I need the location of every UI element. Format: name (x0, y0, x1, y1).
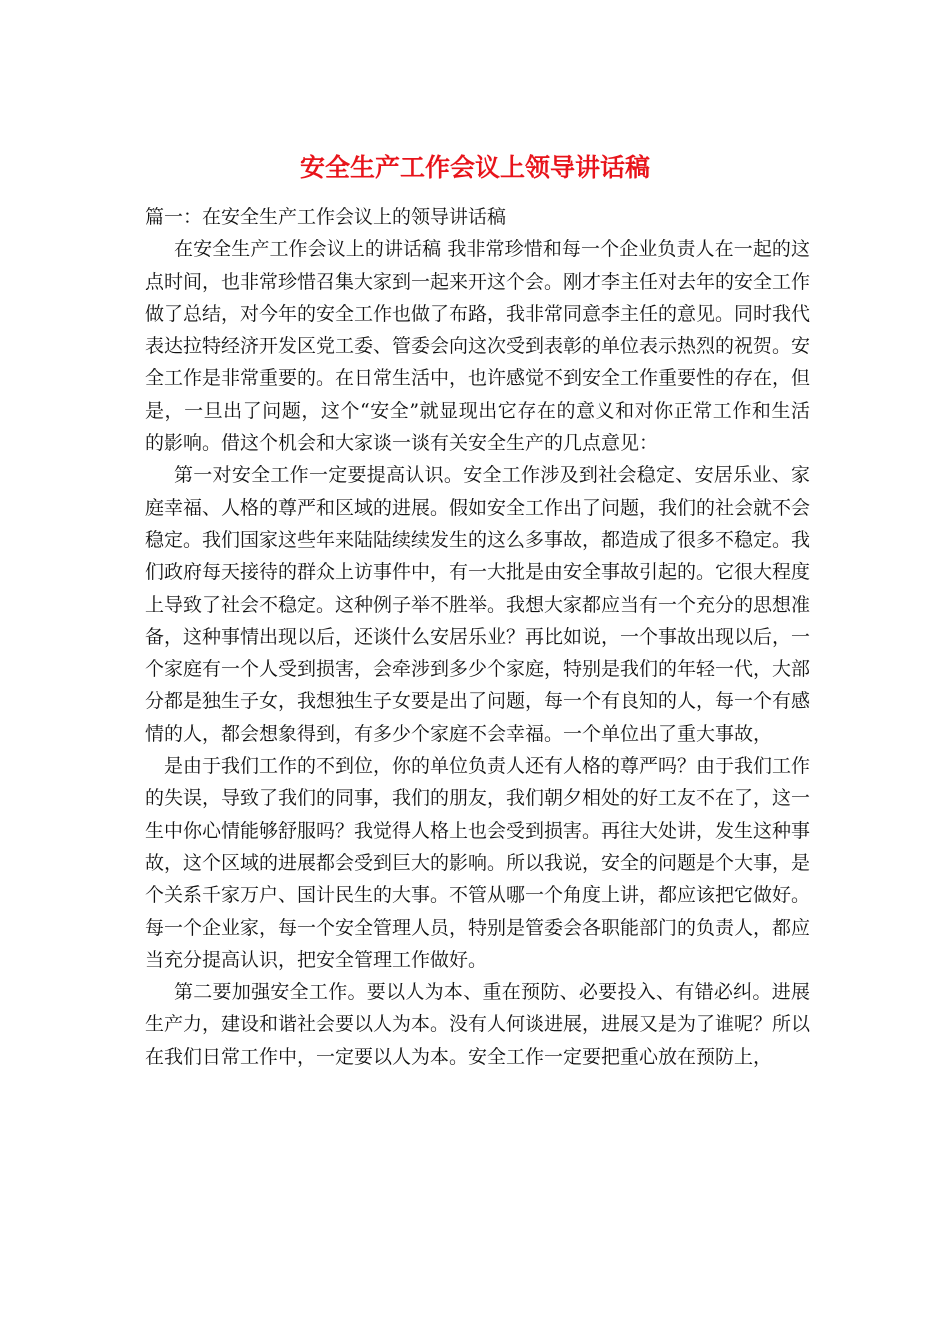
document-body (145, 201, 810, 1073)
paragraph-point-one-continued: 是由于我们工作的不到位，你的单位负责人还有人格的尊严吗？由于我们工作的失误，导致了我们的同事，我们的朋友，我们朝夕相处的好工友不在了，这一生中你心情能够舒服吗？我觉得人格上也会受到损害。再往大处讲，发生这种事故，这个区域的进展都会受到巨大的影响。所以我说，安全的问题是个大事，是个关系千家万户、国计民生的大事。不管从哪一个角度上讲，都应该把它做好。每一个企业家，每一个安全管理人员，特别是管委会各职能部门的负责人，都应当充分提高认识，把安全管理工作做好。 (145, 755, 811, 971)
paragraph-point-one: 第一对安全工作一定要提高认识。安全工作涉及到社会稳定、安居乐业、家庭幸福、人格的尊严和区域的进展。假如安全工作出了问题，我们的社会就不会稳定。我们国家这些年来陆陆续续发生的这么多事故，都造成了很多不稳定。我们政府每天接待的群众上访事件中，有一大批是由安全事故引起的。它很大程度上导致了社会不稳定。这种例子举不胜举。我想大家都应当有一个充分的思想准备，这种事情出现以后，还谈什么安居乐业？再比如说，一个事故出现以后，一个家庭有一个人受到损害，会牵涉到多少个家庭，特别是我们的年轻一代，大部分都是独生子女，我想独生子女要是出了问题，每一个有良知的人，每一个有感情的人，都会想象得到，有多少个家庭不会幸福。一个单位出了重大事故， (145, 464, 811, 745)
paragraph-intro: 在安全生产工作会议上的讲话稿 我非常珍惜和每一个企业负责人在一起的这点时间，也非常珍惜召集大家到一起来开这个会。刚才李主任对去年的安全工作做了总结，对今年的安全工作也做了布路，我非常同意李主任的意见。同时我代表达拉特经济开发区党工委、管委会向这次受到表彰的单位表示热烈的祝贺。安全工作是非常重要的。在日常生活中，也许感觉不到安全工作重要性的存在，但是，一旦出了问题，这个“安全”就显现出它存在的意义和对你正常工作和生活的影响。借这个机会和大家谈一谈有关安全生产的几点意见： (145, 238, 811, 455)
document-title: 安全生产工作会议上领导讲话稿 (299, 153, 650, 182)
paragraph-point-two: 第二要加强安全工作。要以人为本、重在预防、必要投入、有错必纠。进展生产力，建设和谐社会要以人为本。没有人何谈进展，进展又是为了谁呢？所以在我们日常工作中，一定要以人为本。安全工作一定要把重心放在预防上， (145, 981, 811, 1068)
section-subtitle: 篇一：在安全生产工作会议上的领导讲话稿 (145, 206, 507, 228)
